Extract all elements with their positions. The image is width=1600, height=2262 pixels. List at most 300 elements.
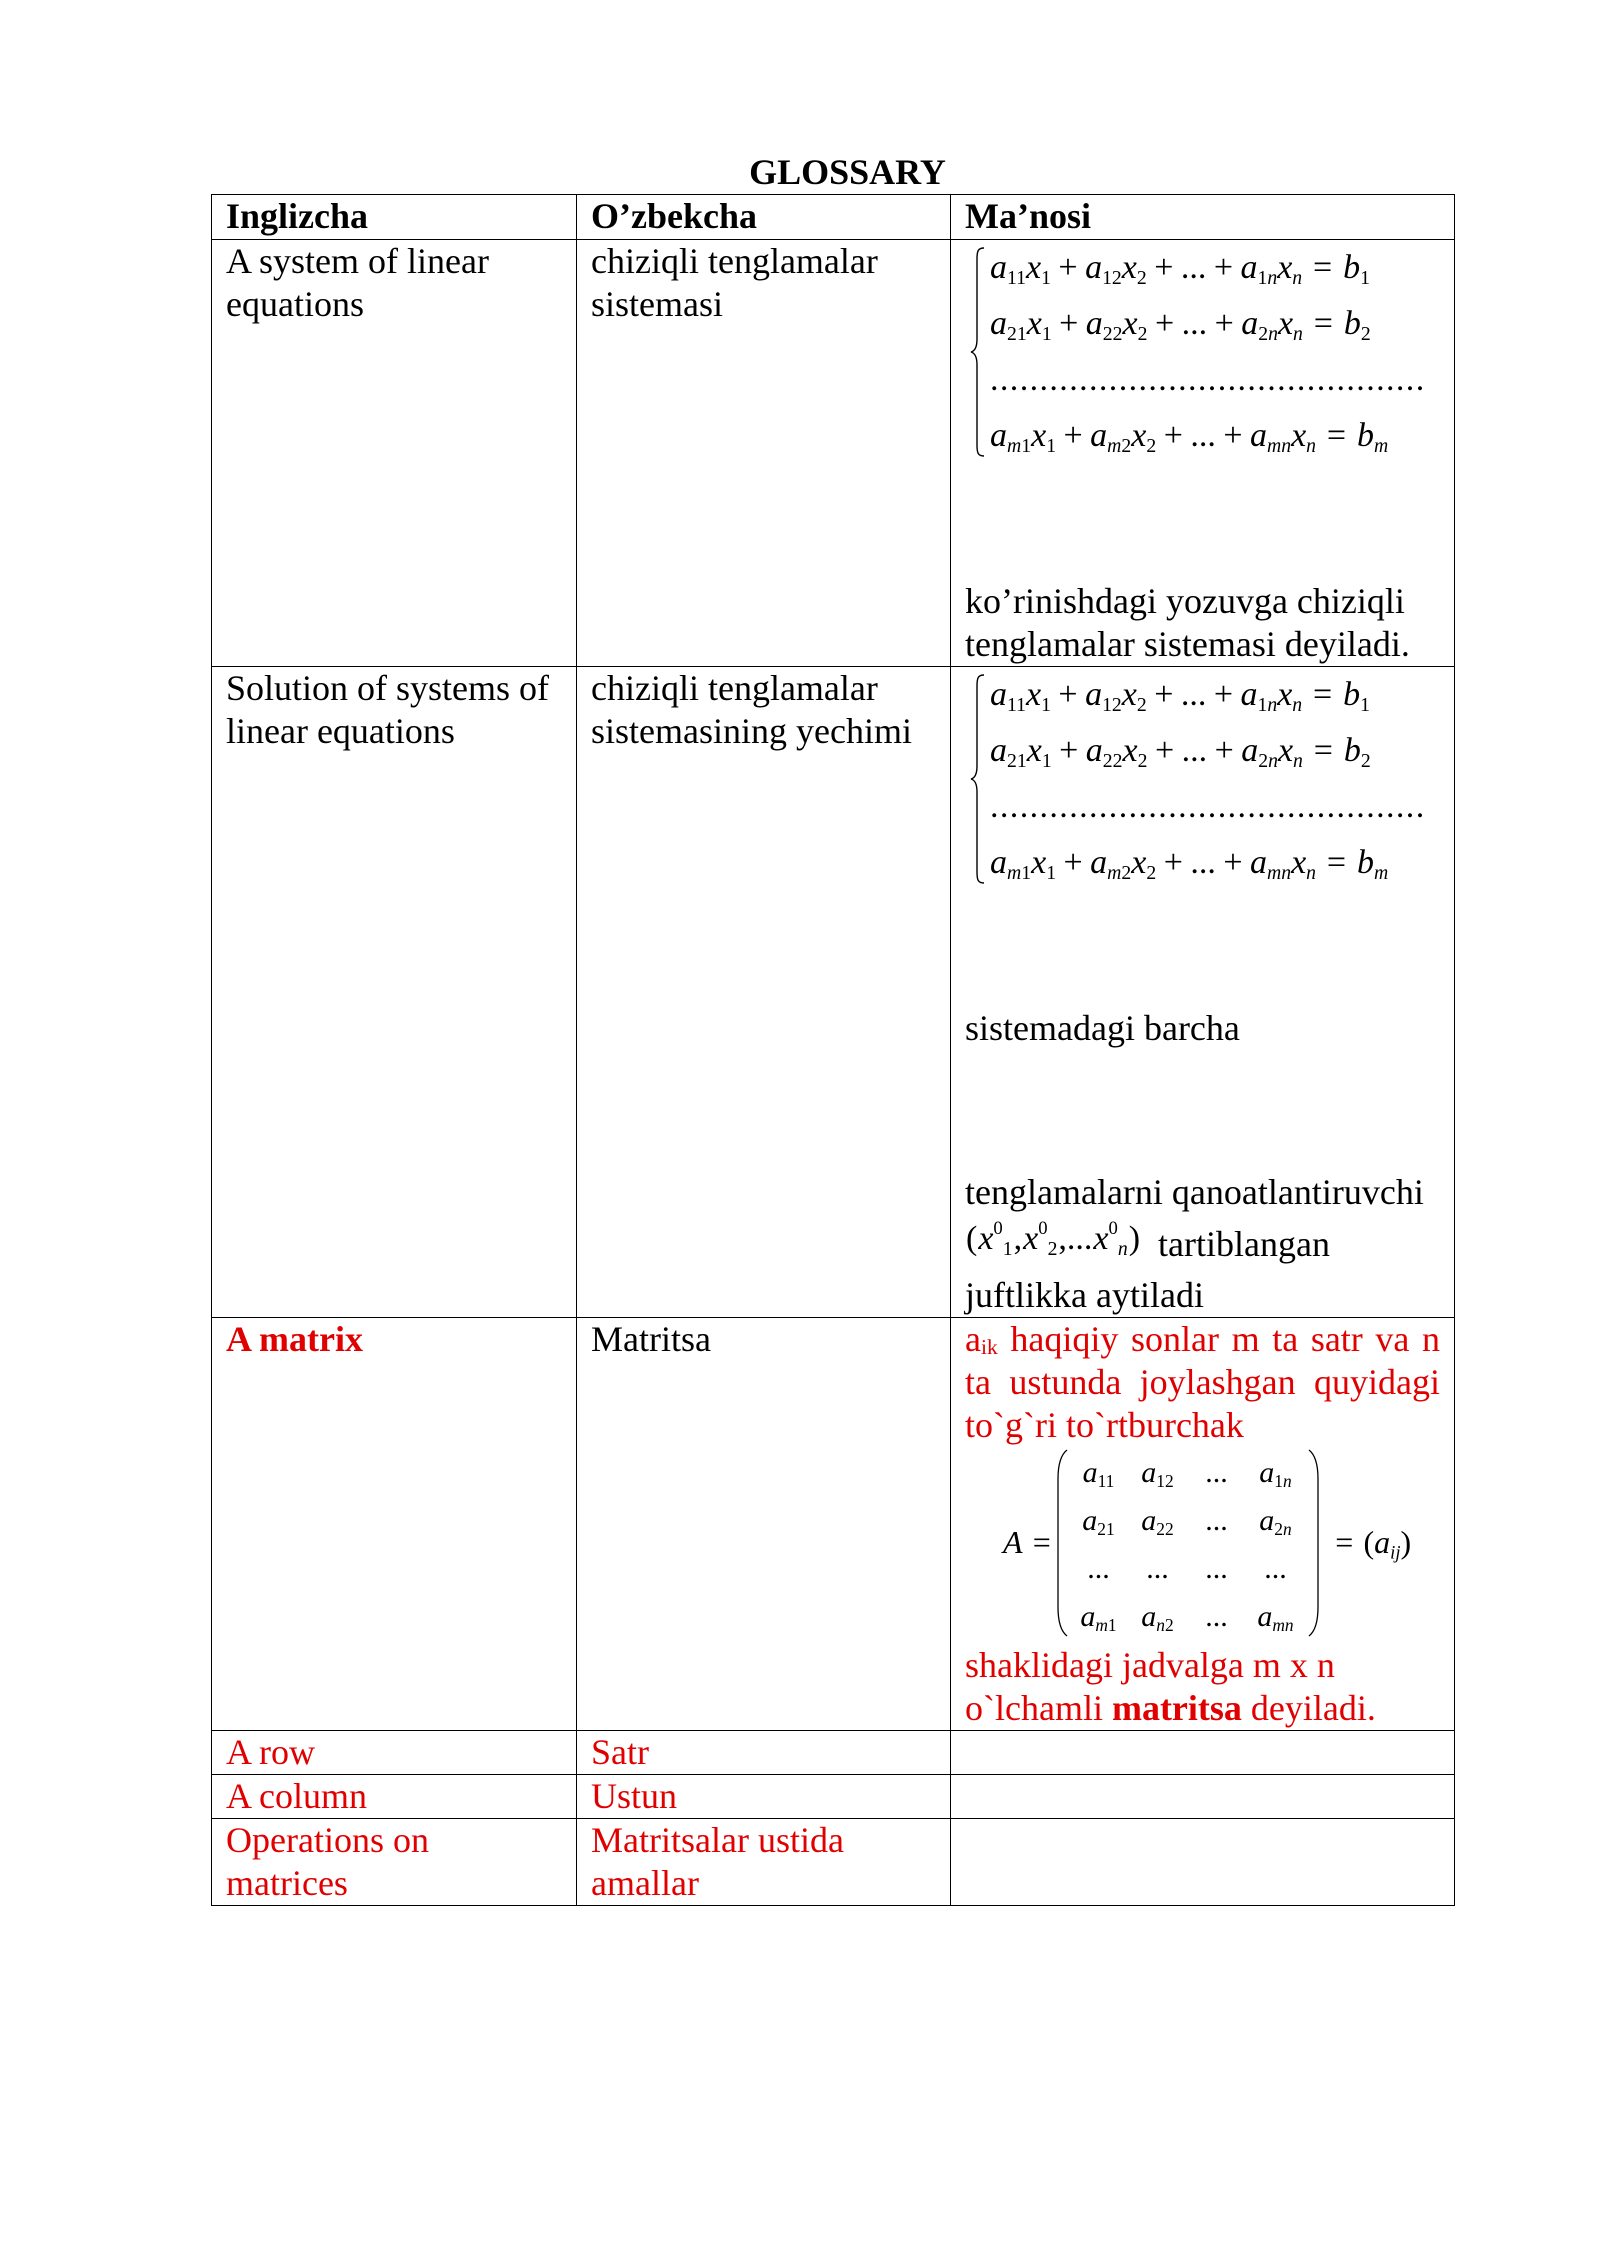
math-base: a xyxy=(1259,1456,1275,1489)
math-variable xyxy=(1025,249,1051,289)
math-index-letter: m xyxy=(1373,861,1389,884)
math-subscript: 12 xyxy=(1102,266,1122,289)
math-operator: + xyxy=(1163,417,1183,454)
math-variable xyxy=(1082,1504,1115,1540)
math-subscript xyxy=(1267,862,1291,884)
matrix-lhs xyxy=(1003,1519,1061,1565)
math-base: a xyxy=(1249,417,1267,454)
math-variable xyxy=(1141,1504,1174,1540)
math-subscript: 2 xyxy=(1137,322,1148,345)
math-index-letter: m xyxy=(1007,434,1022,457)
math-variable xyxy=(1259,1456,1292,1492)
math-operator: + xyxy=(1214,732,1234,769)
meaning-line xyxy=(965,1687,1440,1730)
math-index-letter: n xyxy=(1283,1519,1292,1540)
math-base: a xyxy=(1090,844,1108,881)
math-operator: + xyxy=(1154,249,1174,286)
math-subscript: 12 xyxy=(1102,693,1122,716)
uzbek-term-cell xyxy=(577,240,951,667)
math-variable xyxy=(1026,305,1052,345)
math-subscript: 22 xyxy=(1156,1519,1174,1540)
math-base: a xyxy=(1090,417,1108,454)
math-base: a xyxy=(990,417,1007,454)
math-operator: = xyxy=(1313,305,1333,342)
equation-row xyxy=(990,296,1426,352)
math-subscript: 11 xyxy=(1007,693,1026,716)
math-variable xyxy=(1141,1456,1174,1492)
math-base: x xyxy=(978,1220,994,1257)
math-index-letter: m xyxy=(1373,434,1389,457)
meaning-cell xyxy=(951,1775,1455,1819)
math-text: ,... xyxy=(1058,1220,1093,1257)
equation-ellipsis-row: ............................................ xyxy=(990,788,1426,825)
english-term-cell xyxy=(212,240,577,667)
math-base: x xyxy=(1031,417,1047,454)
brace-stroke xyxy=(971,675,984,883)
math-subscript: 1 xyxy=(1046,434,1057,457)
math-subscript xyxy=(1293,750,1303,772)
math-variable xyxy=(990,732,1027,772)
meaning-line: to`g`ri to`rtburchak xyxy=(965,1405,1244,1445)
math-operator: + xyxy=(1059,305,1079,342)
math-operator: + xyxy=(1058,249,1078,286)
meaning-cell xyxy=(951,1819,1455,1906)
english-term-cell xyxy=(212,1775,577,1819)
math-variable xyxy=(1356,844,1389,884)
math-variable xyxy=(1343,732,1371,772)
math-variable xyxy=(1121,249,1147,289)
math-subscript: m1 xyxy=(1007,861,1032,884)
math-text: ( xyxy=(966,1220,978,1257)
math-variable xyxy=(1085,305,1123,345)
math-base: x xyxy=(1121,676,1137,713)
math-variable xyxy=(1277,732,1303,772)
english-term-line: A column xyxy=(226,1776,367,1816)
math-index-letter: n xyxy=(1306,434,1317,457)
matrix-entry xyxy=(1141,1593,1173,1641)
english-term-cell xyxy=(212,1819,577,1906)
math-base: b xyxy=(1343,676,1361,713)
math-variable xyxy=(1249,417,1292,457)
english-term-line: linear equations xyxy=(226,711,455,751)
equation-row xyxy=(990,667,1426,723)
matrix-entries xyxy=(1069,1449,1305,1641)
math-variable xyxy=(990,844,1032,884)
math-variable xyxy=(990,305,1027,345)
blank-space xyxy=(965,1050,1440,1171)
math-base: a xyxy=(1240,249,1258,286)
math-index-letter: n xyxy=(1281,861,1292,884)
math-base: x xyxy=(1291,844,1307,881)
math-base: b xyxy=(1343,305,1361,342)
math-base: a xyxy=(1249,844,1267,881)
math-variable xyxy=(1023,1218,1058,1260)
math-variable xyxy=(1291,844,1317,884)
glossary-row xyxy=(212,667,1455,1318)
math-base: b xyxy=(1356,844,1374,881)
math-index-letter: m xyxy=(1272,1615,1285,1636)
math-base: b xyxy=(1343,732,1361,769)
uzbek-term-cell xyxy=(577,1731,951,1775)
math-index-letter: n xyxy=(1283,1471,1292,1492)
math-variable xyxy=(1240,676,1278,716)
math-base: x xyxy=(1277,305,1294,342)
element-index: ik xyxy=(980,1335,998,1359)
matrix-entry xyxy=(1259,1497,1291,1545)
header-uzbek: O’zbekcha xyxy=(577,195,951,240)
math-operator: + xyxy=(1163,844,1183,881)
math-subscript: 2 xyxy=(1146,861,1157,884)
math-subscript xyxy=(1272,1615,1293,1635)
meaning-line-with-tuple xyxy=(965,1214,1440,1274)
math-base: a xyxy=(990,305,1007,342)
math-variable xyxy=(1374,1524,1401,1564)
matrix-entry xyxy=(1141,1497,1173,1545)
math-base: x xyxy=(1131,844,1147,881)
math-base: x xyxy=(1131,417,1147,454)
equation-ellipsis-row: ............................................ xyxy=(990,361,1426,398)
math-subscript xyxy=(1292,694,1302,716)
math-subscript: 1 xyxy=(1041,322,1052,345)
math-operator: + xyxy=(1058,676,1078,713)
meaning-line: tenglamalar sistemasi deyiladi. xyxy=(965,624,1410,664)
math-base: a xyxy=(1241,305,1259,342)
math-text: , xyxy=(1013,1220,1023,1257)
math-subscript: 1 xyxy=(1041,266,1051,289)
math-variable xyxy=(1025,676,1051,716)
math-base: x xyxy=(1122,732,1138,769)
math-operator: + xyxy=(1213,676,1234,713)
math-index-letter: n xyxy=(1292,266,1303,289)
glossary-table xyxy=(211,194,1455,1906)
math-subscript: 2 xyxy=(1137,749,1148,772)
meaning-line: sistemadagi barcha xyxy=(965,1008,1240,1048)
math-base: a xyxy=(1259,1504,1275,1537)
math-variable xyxy=(1343,676,1370,716)
math-text: ... xyxy=(1205,1504,1228,1537)
math-variable xyxy=(1026,732,1052,772)
english-term-line: matrices xyxy=(226,1863,348,1903)
math-variable xyxy=(1031,417,1057,457)
matrix-entry xyxy=(1087,1545,1110,1593)
math-subscript xyxy=(1267,435,1291,457)
math-base: x xyxy=(1025,249,1042,286)
meaning-line xyxy=(965,1318,1440,1361)
math-superscript: 0 xyxy=(1038,1218,1048,1240)
matrix-rhs xyxy=(1325,1519,1411,1565)
math-subscript: m2 xyxy=(1107,861,1132,884)
math-variable xyxy=(1141,1600,1174,1636)
math-subscript: 2n xyxy=(1274,1519,1292,1540)
math-base: a xyxy=(1085,249,1103,286)
math-operator: = xyxy=(1313,249,1333,286)
right-paren xyxy=(1307,1449,1321,1637)
math-superscript: 0 xyxy=(1108,1218,1118,1240)
math-subscript: 11 xyxy=(1007,266,1026,289)
math-text: ... xyxy=(1181,305,1208,342)
math-index-letter: n xyxy=(1268,322,1278,345)
math-variable xyxy=(1031,844,1057,884)
equation-row xyxy=(990,835,1426,891)
math-variable xyxy=(1080,1600,1117,1636)
math-index-letter: m xyxy=(1266,434,1282,457)
math-index-letter: n xyxy=(1284,1615,1294,1636)
uzbek-term-line: chiziqli tenglamalar xyxy=(591,668,878,708)
math-index-letter: m xyxy=(1107,434,1122,457)
math-subscript xyxy=(1390,1543,1400,1564)
meaning-cell xyxy=(951,1731,1455,1775)
equation-row xyxy=(990,408,1426,464)
math-base: a xyxy=(1141,1504,1157,1537)
matrix-entry xyxy=(1264,1545,1287,1593)
math-base: x xyxy=(1023,1220,1039,1257)
math-variable xyxy=(1241,305,1278,345)
math-subscript xyxy=(1293,323,1303,345)
paren-stroke xyxy=(1309,1450,1318,1636)
english-term-line: Solution of systems of xyxy=(226,668,550,708)
math-index-letter: n xyxy=(1267,266,1278,289)
math-operator: + xyxy=(1223,417,1243,454)
matrix-entry xyxy=(1205,1545,1228,1593)
glossary-row xyxy=(212,1775,1455,1819)
uzbek-term-line: amallar xyxy=(591,1863,699,1903)
header-row xyxy=(212,195,1455,240)
math-text: ... xyxy=(1087,1552,1110,1585)
english-term-line: A system of linear xyxy=(226,241,489,281)
math-subscript: 12 xyxy=(1156,1471,1174,1492)
math-superscript: 0 xyxy=(993,1218,1003,1240)
math-index-letter: n xyxy=(1293,322,1303,345)
math-index-letter: n xyxy=(1267,693,1278,716)
math-subscript xyxy=(1118,1238,1128,1260)
math-base: x xyxy=(1291,417,1307,454)
math-variable xyxy=(1241,732,1278,772)
math-subscript: 1 xyxy=(1041,749,1052,772)
math-variable xyxy=(1090,844,1132,884)
matrix-formula xyxy=(965,1447,1440,1644)
math-base: x xyxy=(1277,732,1294,769)
math-subscript: 1 xyxy=(1360,693,1370,716)
math-subscript: 11 xyxy=(1097,1471,1115,1492)
math-index-letter: n xyxy=(1268,749,1278,772)
math-text: ) xyxy=(1400,1524,1412,1560)
page-title: GLOSSARY xyxy=(749,152,946,192)
math-operator: + xyxy=(1213,249,1234,286)
math-subscript: 1n xyxy=(1274,1471,1292,1492)
uzbek-term-line: Satr xyxy=(591,1732,649,1772)
math-index-letter: i xyxy=(1390,1542,1396,1564)
math-index-letter: m xyxy=(1095,1615,1108,1636)
left-brace xyxy=(970,674,986,884)
math-variable xyxy=(1259,1504,1292,1540)
math-subscript: 2n xyxy=(1258,749,1278,772)
math-variable xyxy=(1122,732,1148,772)
matrix-entry xyxy=(1205,1497,1228,1545)
math-subscript: 2n xyxy=(1258,322,1278,345)
math-subscript xyxy=(1374,435,1388,457)
math-variable xyxy=(978,1218,1013,1260)
math-variable xyxy=(1343,249,1370,289)
uzbek-term-line: Matritsa xyxy=(591,1319,711,1359)
math-text: ... xyxy=(1180,676,1207,713)
meaning-line: ko’rinishdagi yozuvga chiziqli xyxy=(965,581,1405,621)
glossary-row xyxy=(212,1731,1455,1775)
math-base: x xyxy=(1093,1220,1109,1257)
math-base: a xyxy=(1080,1600,1096,1633)
math-base: x xyxy=(1277,676,1293,713)
math-base: x xyxy=(1026,732,1042,769)
ordered-tuple-formula xyxy=(965,1218,1141,1260)
math-variable xyxy=(1093,1218,1128,1260)
meaning-line: juftlikka aytiladi xyxy=(965,1275,1204,1315)
uzbek-term-line: sistemasi xyxy=(591,284,723,324)
math-operator: + xyxy=(1223,844,1243,881)
equation-list xyxy=(990,240,1426,464)
uzbek-term-line: Ustun xyxy=(591,1776,678,1816)
meaning-line: tenglamalarni qanoatlantiruvchi xyxy=(965,1172,1424,1212)
math-text: ( xyxy=(1363,1524,1375,1560)
math-text: ... xyxy=(1205,1600,1228,1633)
math-operator: = xyxy=(1313,732,1333,769)
math-variable xyxy=(1291,417,1317,457)
math-variable xyxy=(1090,417,1132,457)
math-text: ... xyxy=(1181,732,1208,769)
uzbek-term-cell xyxy=(577,1819,951,1906)
matrix-entry xyxy=(1082,1497,1114,1545)
english-term-cell xyxy=(212,1731,577,1775)
math-base: a xyxy=(1141,1600,1157,1633)
meaning-cell xyxy=(951,667,1455,1318)
math-variable xyxy=(1131,844,1157,884)
left-brace xyxy=(970,247,986,457)
math-base: a xyxy=(1240,676,1258,713)
math-index-letter: n xyxy=(1306,861,1317,884)
math-index-letter: m xyxy=(1107,861,1122,884)
math-text: ... xyxy=(1205,1552,1228,1585)
math-subscript: 21 xyxy=(1007,749,1027,772)
math-subscript: 21 xyxy=(1007,322,1027,345)
brace-stroke xyxy=(971,248,984,456)
math-variable xyxy=(1356,417,1389,457)
meaning-line: shaklidagi jadvalga m x n xyxy=(965,1645,1335,1685)
glossary-row xyxy=(212,240,1455,667)
math-operator: = xyxy=(1313,676,1333,713)
math-base: a xyxy=(1082,1504,1098,1537)
math-variable xyxy=(1085,249,1122,289)
math-base: a xyxy=(1085,732,1103,769)
linear-system-formula xyxy=(965,240,1440,580)
math-text: ... xyxy=(1205,1456,1228,1489)
math-base: a xyxy=(990,732,1007,769)
math-subscript: 1n xyxy=(1257,693,1278,716)
math-operator: = xyxy=(1032,1524,1051,1560)
header-english: Inglizcha xyxy=(212,195,577,240)
math-base: x xyxy=(1026,305,1042,342)
math-subscript xyxy=(1292,267,1302,289)
meaning-text: o`lchamli xyxy=(965,1688,1103,1728)
math-subscript: 2 xyxy=(1360,749,1371,772)
math-variable xyxy=(1277,676,1303,716)
uzbek-term-cell xyxy=(577,667,951,1318)
linear-system-formula xyxy=(965,667,1440,1007)
math-subscript: 1 xyxy=(1360,266,1370,289)
matrix-entry xyxy=(1141,1449,1173,1497)
equation-list xyxy=(990,667,1426,891)
math-operator: + xyxy=(1154,305,1175,342)
math-index-letter: n xyxy=(1117,1237,1128,1260)
math-index-letter: m xyxy=(1266,861,1282,884)
matrix-entry xyxy=(1146,1545,1169,1593)
math-index-letter: m xyxy=(1007,861,1022,884)
math-index-letter: n xyxy=(1156,1615,1165,1636)
glossary-row xyxy=(212,1819,1455,1906)
math-variable xyxy=(1257,1600,1294,1636)
english-term-line: A matrix xyxy=(226,1319,363,1359)
math-index-letter: n xyxy=(1292,693,1303,716)
meaning-text: tartiblangan xyxy=(1158,1224,1330,1264)
meaning-line: ta ustunda joylashgan quyidagi xyxy=(965,1362,1440,1402)
uzbek-term-line: sistemasining yechimi xyxy=(591,711,912,751)
math-operator: = xyxy=(1335,1524,1354,1560)
math-subscript xyxy=(1374,862,1388,884)
left-paren xyxy=(1055,1449,1069,1637)
glossary-row xyxy=(212,1318,1455,1731)
math-base: a xyxy=(1241,732,1259,769)
math-variable xyxy=(1240,249,1278,289)
math-subscript xyxy=(1306,435,1316,457)
english-term-line: equations xyxy=(226,284,364,324)
math-base: a xyxy=(1141,1456,1157,1489)
math-variable xyxy=(990,249,1026,289)
equation-row xyxy=(990,723,1426,779)
element-symbol xyxy=(965,1319,998,1359)
math-subscript: 1n xyxy=(1257,266,1278,289)
math-subscript: 22 xyxy=(1102,749,1123,772)
math-subscript: 2 xyxy=(1360,322,1371,345)
math-subscript: m1 xyxy=(1007,434,1032,457)
math-subscript: 1 xyxy=(1041,693,1051,716)
math-operator: + xyxy=(1059,732,1079,769)
math-subscript: 1 xyxy=(1046,861,1057,884)
math-text: ... xyxy=(1264,1552,1287,1585)
math-operator: + xyxy=(1063,417,1083,454)
math-variable xyxy=(1085,676,1122,716)
english-term-line: Operations on xyxy=(226,1820,429,1860)
matrix-entry xyxy=(1205,1449,1228,1497)
math-variable xyxy=(1121,676,1147,716)
math-base: x xyxy=(1031,844,1047,881)
math-subscript: 2 xyxy=(1136,266,1147,289)
math-subscript: 2 xyxy=(1146,434,1157,457)
math-base: a xyxy=(990,249,1007,286)
math-index-letter: j xyxy=(1395,1542,1401,1564)
math-variable xyxy=(1131,417,1157,457)
math-index-letter: n xyxy=(1281,434,1292,457)
matrix-entry xyxy=(1259,1449,1291,1497)
equation-row xyxy=(990,240,1426,296)
meaning-text: haqiqiy sonlar m ta satr va n xyxy=(1010,1319,1440,1359)
math-variable xyxy=(1277,249,1303,289)
math-base: x xyxy=(1025,676,1042,713)
math-operator: + xyxy=(1063,844,1083,881)
math-variable xyxy=(990,417,1032,457)
math-base: x xyxy=(1277,249,1293,286)
math-text: ... xyxy=(1180,249,1207,286)
element-base: a xyxy=(965,1319,981,1359)
math-variable xyxy=(1082,1456,1115,1492)
math-base: a xyxy=(1085,305,1103,342)
math-base: b xyxy=(1343,249,1361,286)
